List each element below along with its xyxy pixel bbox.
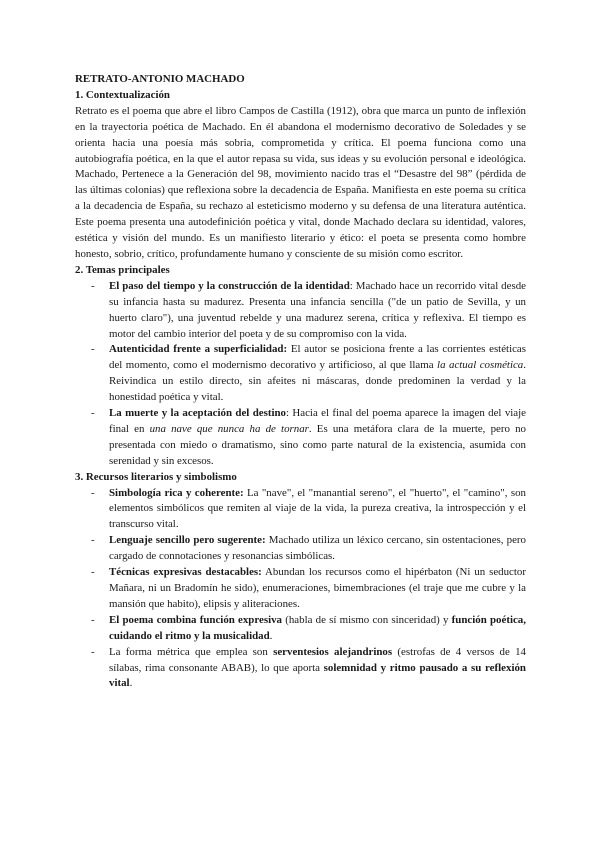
list-item: - Técnicas expresivas destacables: Abundan los recursos como el hipérbaton (Ni un seductor Mañara, ni un Bradomín he sido), enumeraciones, bimembraciones (el traje que me cubre y la mansión que habito), elipsis y aliteraciones.: [91, 566, 526, 610]
list-bullet: -: [91, 279, 95, 292]
section-heading-recursos: 3. Recursos literarios y simbolismo: [75, 470, 237, 483]
list-bullet: -: [91, 566, 95, 579]
list-item: - Lenguaje sencillo pero sugerente: Machado utiliza un léxico cercano, sin ostentaciones, pero cargado de connotaciones y resonancias simbólicas.: [91, 534, 526, 563]
list-bullet: -: [91, 343, 95, 356]
list-bullet: -: [91, 486, 95, 499]
section-heading-contextualizacion: 1. Contextualización: [75, 88, 170, 101]
document-title: RETRATO-ANTONIO MACHADO: [75, 73, 245, 85]
list-item: - La forma métrica que emplea son serventesios alejandrinos (estrofas de 4 versos de 14 sílabas, rima consonante ABAB), lo que aporta solemnidad y ritmo pausado a su reflexión vital.: [91, 645, 526, 690]
list-bullet: -: [91, 645, 95, 658]
list-item: - La muerte y la aceptación del destino: Hacia el final del poema aparece la imagen del viaje final en una nave que nunca ha de tornar. Es una metáfora clara de la muerte, pero no presentada con miedo o dramatismo, sino como parte natural de la existencia, asumida con serenidad y sin excesos.: [91, 407, 526, 467]
contextualizacion-paragraph: Retrato es el poema que abre el libro Campos de Castilla (1912), obra que marca un punto de inflexión en la trayectoria poética de Machado. En él abandona el modernismo decorativo de Soledades y se orienta hacia una poesía más sobria, comprometida y crítica. El poema funciona como una autobiografía poética, en la que el autor repasa su vida, sus ideas y su evolución personal e ideológica. Machado, Pertenece a la Generación del 98, movimiento nacido tras el “Desastre del 98” (pérdida de las últimas colonias) que reflexiona sobre la decadencia de España. Manifiesta en este poema su crítica a la decadencia de España, su rechazo al esteticismo moderno y su defensa de una literatura auténtica. Este poema presenta una autodefinición poética y vital, donde Machado declara su identidad, valores, estética y visión del mundo. Es un manifiesto literario y ético: el poeta se presenta como hombre honesto, sobrio, crítico, profundamente humano y consciente de su misión como escritor.: [75, 104, 526, 260]
list-bullet: -: [91, 534, 95, 547]
list-item: - El poema combina función expresiva (habla de sí mismo con sinceridad) y función poética, cuidando el ritmo y la musicalidad.: [91, 613, 526, 642]
list-item: - Simbología rica y coherente: La "nave", el "manantial sereno", el "huerto", el "camino", son elementos simbólicos que remiten al viaje de la vida, la pureza creativa, la introspección y el transcurso vital.: [91, 486, 526, 531]
list-bullet: -: [91, 407, 95, 420]
document-page: [75, 72, 526, 692]
list-item: - Autenticidad frente a superficialidad: El autor se posiciona frente a las corrientes estéticas del momento, como el modernismo decorativo y artificioso, al que llama la actual cosmética. Reivindica un estilo directo, sin afeites ni máscaras, donde predominen la verdad y la honestidad poética y vital.: [91, 343, 526, 404]
list-bullet: -: [91, 613, 95, 626]
recursos-list: [75, 486, 526, 693]
temas-list: [75, 279, 526, 470]
section-heading-temas: 2. Temas principales: [75, 263, 170, 276]
list-item: - El paso del tiempo y la construcción de la identidad: Machado hace un recorrido vital desde su infancia hasta su madurez. Presenta una infancia sencilla ("de un patio de Sevilla, y un huerto claro"), una juventud rebelde y una madurez serena, crítica y reflexiva. El tiempo es motor del cambio interior del poeta y de su compromiso con la vida.: [91, 279, 526, 340]
